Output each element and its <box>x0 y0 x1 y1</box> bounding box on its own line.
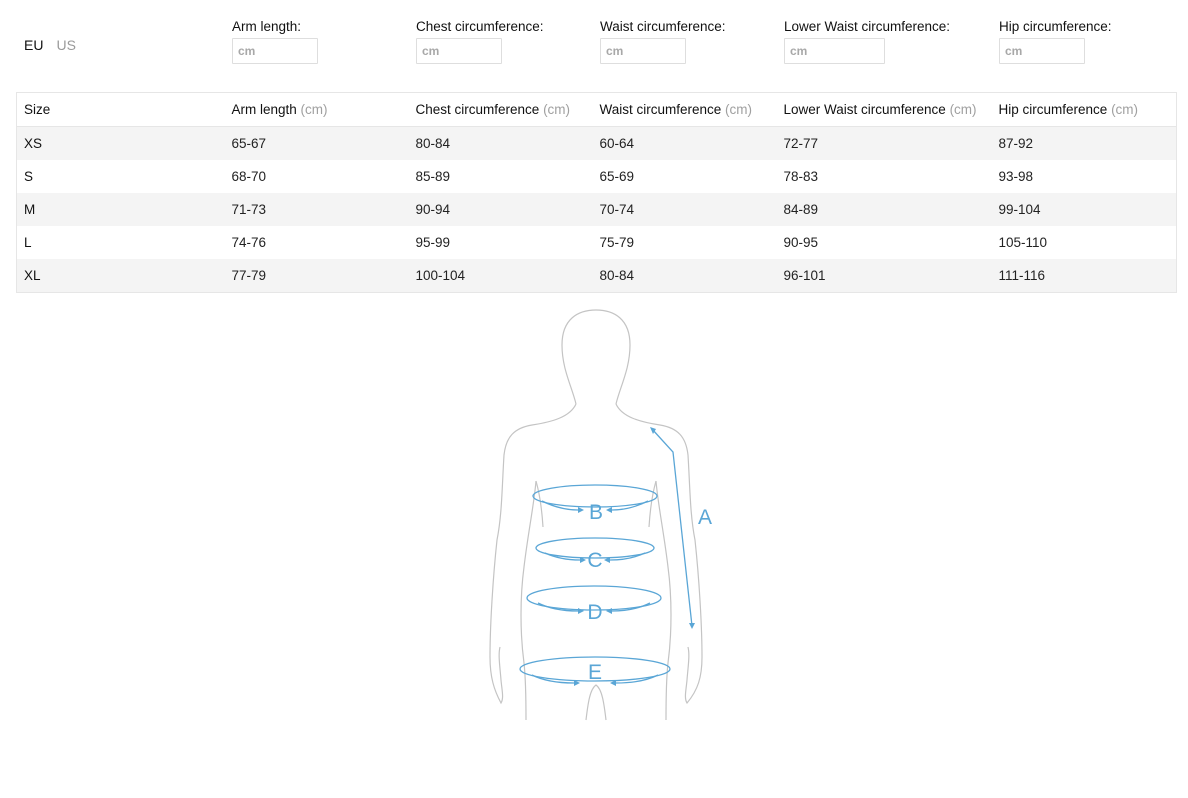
header-unit: (cm) <box>543 102 571 117</box>
header-waist <box>593 93 777 127</box>
chest-input[interactable] <box>416 38 502 64</box>
label-b: B <box>588 501 604 524</box>
lower-waist-cell: 72-77 <box>777 127 992 161</box>
header-label: Lower Waist circumference <box>783 102 946 117</box>
arm-length-cell: 71-73 <box>225 193 409 226</box>
header-hip <box>992 93 1177 127</box>
header-size <box>17 93 225 127</box>
header-label: Size <box>24 102 51 117</box>
body-figure-svg <box>480 305 720 725</box>
size-table <box>16 92 1177 293</box>
size-cell: L <box>17 226 225 259</box>
arm-length-cell: 74-76 <box>225 226 409 259</box>
lower-waist-cell: 78-83 <box>777 160 992 193</box>
filter-waist <box>600 19 726 64</box>
arm-length-input[interactable] <box>232 38 318 64</box>
arm-length-label: Arm length: <box>232 19 302 34</box>
header-chest <box>409 93 593 127</box>
waist-label: Waist circumference: <box>600 19 726 34</box>
filter-arm-length <box>232 19 318 64</box>
waist-cell: 80-84 <box>593 259 777 293</box>
label-a: A <box>697 506 713 529</box>
label-c: C <box>587 549 603 572</box>
chest-cell: 100-104 <box>409 259 593 293</box>
chest-cell: 90-94 <box>409 193 593 226</box>
hip-cell: 105-110 <box>992 226 1177 259</box>
lower-waist-cell: 90-95 <box>777 226 992 259</box>
header-label: Waist circumference <box>599 102 722 117</box>
body-measurement-diagram <box>480 305 720 725</box>
unit-us-option[interactable]: US <box>56 37 76 53</box>
chest-cell: 80-84 <box>409 127 593 161</box>
arm-length-cell: 65-67 <box>225 127 409 161</box>
size-cell: S <box>17 160 225 193</box>
lower-waist-label: Lower Waist circumference: <box>784 19 951 34</box>
lower-waist-cell: 96-101 <box>777 259 992 293</box>
header-label: Hip circumference <box>998 102 1108 117</box>
header-label: Arm length <box>231 102 297 117</box>
size-cell: XS <box>17 127 225 161</box>
arm-length-cell: 77-79 <box>225 259 409 293</box>
waist-cell: 60-64 <box>593 127 777 161</box>
table-row <box>17 160 1177 193</box>
unit-toggle <box>24 37 76 53</box>
header-label: Chest circumference <box>415 102 540 117</box>
hip-cell: 93-98 <box>992 160 1177 193</box>
header-unit: (cm) <box>725 102 753 117</box>
waist-cell: 65-69 <box>593 160 777 193</box>
header-unit: (cm) <box>300 102 328 117</box>
header-unit: (cm) <box>1111 102 1139 117</box>
label-e: E <box>587 661 603 684</box>
table-row <box>17 259 1177 293</box>
hip-cell: 87-92 <box>992 127 1177 161</box>
waist-input[interactable] <box>600 38 686 64</box>
table-row <box>17 127 1177 161</box>
arm-length-cell: 68-70 <box>225 160 409 193</box>
table-row <box>17 226 1177 259</box>
header-lower-waist <box>777 93 992 127</box>
unit-eu-option[interactable]: EU <box>24 37 44 53</box>
hip-cell: 111-116 <box>992 259 1177 293</box>
chest-cell: 95-99 <box>409 226 593 259</box>
hip-input[interactable] <box>999 38 1085 64</box>
header-arm-length <box>225 93 409 127</box>
label-d: D <box>587 601 603 624</box>
hip-label: Hip circumference: <box>999 19 1112 34</box>
size-cell: XL <box>17 259 225 293</box>
header-unit: (cm) <box>949 102 977 117</box>
filter-chest <box>416 19 544 64</box>
hip-cell: 99-104 <box>992 193 1177 226</box>
lower-waist-cell: 84-89 <box>777 193 992 226</box>
chest-cell: 85-89 <box>409 160 593 193</box>
filter-lower-waist <box>784 19 950 64</box>
waist-cell: 70-74 <box>593 193 777 226</box>
filter-hip <box>999 19 1112 64</box>
size-cell: M <box>17 193 225 226</box>
chest-label: Chest circumference: <box>416 19 544 34</box>
waist-cell: 75-79 <box>593 226 777 259</box>
lower-waist-input[interactable] <box>784 38 885 64</box>
table-header-row <box>17 93 1177 127</box>
table-row <box>17 193 1177 226</box>
